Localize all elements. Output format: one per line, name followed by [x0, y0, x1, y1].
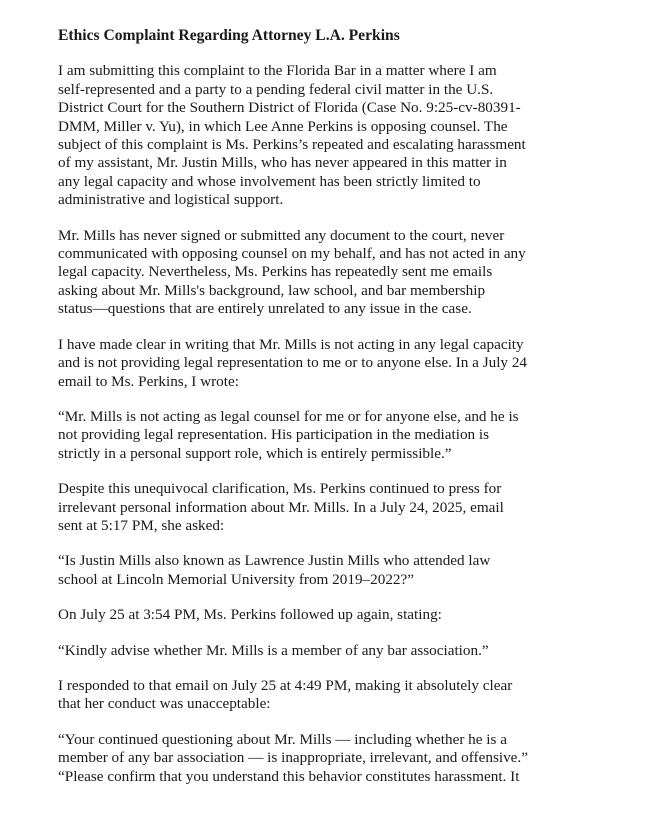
paragraph-line: Despite this unequivocal clarification, Ms. Perkins continued to press for [58, 480, 502, 498]
paragraph [58, 336, 618, 391]
paragraph [58, 642, 618, 660]
paragraph-line: self-represented and a party to a pending federal civil matter in the U.S. [58, 80, 494, 98]
document-title: Ethics Complaint Regarding Attorney L.A. Perkins [58, 27, 400, 44]
paragraph-line: that her conduct was unacceptable: [58, 695, 271, 713]
paragraph [58, 731, 618, 786]
paragraph-line: administrative and logistical support. [58, 191, 284, 209]
paragraph-line: Mr. Mills has never signed or submitted any document to the court, never [58, 226, 505, 244]
paragraph-line: “Kindly advise whether Mr. Mills is a member of any bar association.” [58, 641, 489, 659]
paragraph-line: irrelevant personal information about Mr. Mills. In a July 24, 2025, email [58, 498, 504, 516]
paragraph-line: “Your continued questioning about Mr. Mills — including whether he is a [58, 730, 507, 748]
paragraph-line: On July 25 at 3:54 PM, Ms. Perkins followed up again, stating: [58, 606, 442, 624]
paragraph-line: communicated with opposing counsel on my behalf, and has not acted in any [58, 245, 526, 263]
paragraph [58, 62, 618, 209]
document-body [58, 62, 618, 786]
paragraph-line: DMM, Miller v. Yu), in which Lee Anne Perkins is opposing counsel. The [58, 117, 508, 135]
paragraph-line: member of any bar association — is inappropriate, irrelevant, and offensive.” [58, 749, 528, 767]
paragraph-line: school at Lincoln Memorial University from 2019–2022?” [58, 570, 414, 588]
paragraph-line: asking about Mr. Mills's background, law school, and bar membership [58, 281, 486, 299]
paragraph-line: sent at 5:17 PM, she asked: [58, 516, 225, 534]
paragraph-line: I have made clear in writing that Mr. Mills is not acting in any legal capacity [58, 335, 524, 353]
paragraph-line: I responded to that email on July 25 at 4:49 PM, making it absolutely clear [58, 676, 513, 694]
paragraph-line: status—questions that are entirely unrelated to any issue in the case. [58, 300, 472, 318]
paragraph-line: strictly in a personal support role, which is entirely permissible.” [58, 444, 452, 462]
paragraph-line: of my assistant, Mr. Justin Mills, who has never appeared in this matter in [58, 154, 507, 172]
paragraph [58, 480, 618, 535]
paragraph-line: I am submitting this complaint to the Florida Bar in a matter where I am [58, 62, 497, 80]
paragraph-line: “Mr. Mills is not acting as legal counsel for me or for anyone else, and he is [58, 407, 519, 425]
paragraph [58, 408, 618, 463]
paragraph-line: legal capacity. Nevertheless, Ms. Perkins has repeatedly sent me emails [58, 263, 493, 281]
paragraph-line: and is not providing legal representation to me or to anyone else. In a July 24 [58, 354, 528, 372]
paragraph [58, 227, 618, 319]
paragraph-line: “Is Justin Mills also known as Lawrence Justin Mills who attended law [58, 552, 491, 570]
paragraph-line: District Court for the Southern District of Florida (Case No. 9:25-cv-80391- [58, 99, 521, 117]
document-page [58, 27, 618, 803]
paragraph [58, 606, 618, 624]
paragraph-line: any legal capacity and whose involvement has been strictly limited to [58, 172, 481, 190]
paragraph-line: subject of this complaint is Ms. Perkins’s repeated and escalating harassment [58, 136, 526, 154]
paragraph-line: email to Ms. Perkins, I wrote: [58, 372, 239, 390]
paragraph [58, 677, 618, 714]
paragraph [58, 552, 618, 589]
paragraph-line: “Please confirm that you understand this behavior constitutes harassment. It [58, 767, 520, 785]
paragraph-line: not providing legal representation. His participation in the mediation is [58, 426, 490, 444]
